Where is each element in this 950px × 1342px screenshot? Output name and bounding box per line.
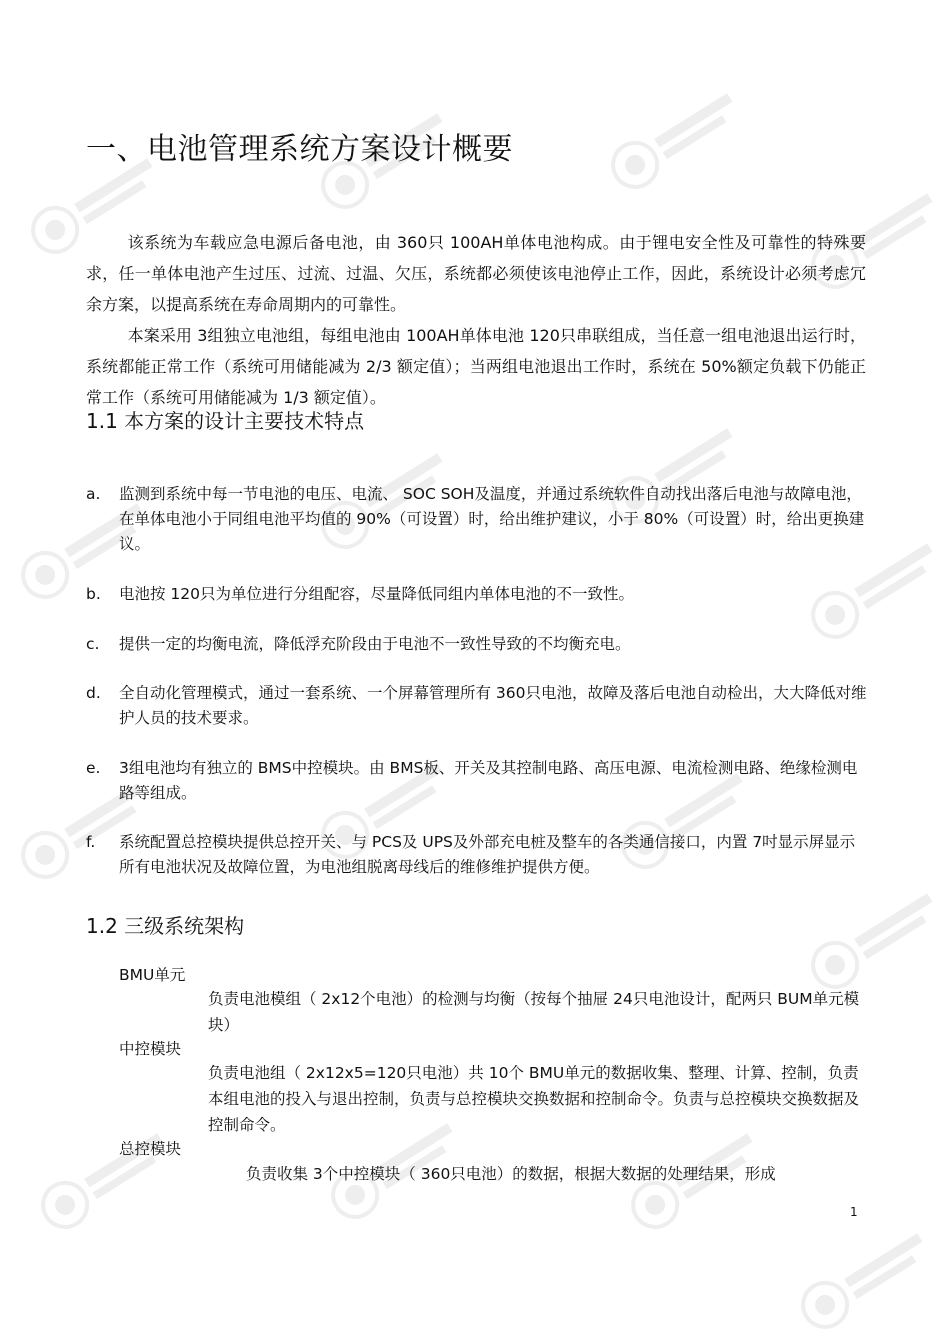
intro-paragraph-1: 该系统为车载应急电源后备电池，由 360只 100AH单体电池构成。由于锂电安全性及可靠性的特殊要求，任一单体电池产生过压、过流、过温、欠压，系统都必须使该电池停止工作，因此，系统设计必须考虑冗余方案，以提高系统在寿命周期内的可靠性。 <box>86 233 866 314</box>
feature-item-c <box>86 632 868 657</box>
list-item-text: 提供一定的均衡电流，降低浮充阶段由于电池不一致性导致的不均衡充电。 <box>119 635 631 653</box>
list-item-text: 系统配置总控模块提供总控开关、与 PCS及 UPS及外部充电桩及整车的各类通信接口，内置 7吋显示屏显示所有电池状况及故障位置，为电池组脱离母线后的维修维护提供方便。 <box>119 833 856 876</box>
list-item-text: 监测到系统中每一节电池的电压、电流、 SOC SOH及温度，并通过系统软件自动找出落后电池与故障电池，在单体电池小于同组电池平均值的 90%（可设置）时，给出维护建议，小于 80%（可设置）时，给出更换建议。 <box>119 485 865 553</box>
unit-label-bmu: BMU单元 <box>119 966 186 984</box>
list-marker: d. <box>86 684 101 702</box>
watermark-logo-icon <box>595 75 754 205</box>
section-1-2-title: 1.2 三级系统架构 <box>86 914 245 938</box>
feature-item-b <box>86 582 868 607</box>
unit-desc-bmu: 负责电池模组（ 2x12个电池）的检测与均衡（按每个抽屉 24只电池设计，配两只 BUM单元模块） <box>208 990 860 1034</box>
page-number: 1 <box>850 1205 858 1219</box>
feature-item-e <box>86 756 868 806</box>
unit-desc-central-control: 负责电池组（ 2x12x5=120只电池）共 10个 BMU单元的数据收集、整理、计算、控制，负责本组电池的投入与退出控制，负责与总控模块交换数据和控制命令。负责与总控模块交换数据及控制命令。 <box>208 1064 860 1134</box>
unit-label-master-control: 总控模块 <box>119 1140 182 1158</box>
unit-desc-master-control: 负责收集 3个中控模块（ 360只电池）的数据，根据大数据的处理结果，形成 <box>246 1165 776 1183</box>
page-title: 一、电池管理系统方案设计概要 <box>86 132 513 167</box>
list-item-text: 电池按 120只为单位进行分组配容，尽量降低同组内单体电池的不一致性。 <box>119 585 635 603</box>
list-marker: c. <box>86 635 100 653</box>
list-marker: e. <box>86 759 101 777</box>
list-marker: f. <box>86 833 96 851</box>
feature-item-d <box>86 681 868 731</box>
list-marker: b. <box>86 585 101 603</box>
section-1-1-title: 1.1 本方案的设计主要技术特点 <box>86 409 365 433</box>
feature-item-a <box>86 482 868 557</box>
unit-label-central-control: 中控模块 <box>119 1040 182 1058</box>
watermark-logo-icon <box>785 1215 944 1342</box>
feature-item-f <box>86 830 868 880</box>
intro-paragraph-2: 本案采用 3组独立电池组，每组电池由 100AH单体电池 120只串联组成，当任意一组电池退出运行时，系统都能正常工作（系统可用储能减为 2/3 额定值）；当两组电池退出工作时，系统在 50%额定负载下仍能正常工作（系统可用储能减为 1/3 额定值）。 <box>86 326 866 407</box>
list-marker: a. <box>86 485 101 503</box>
list-item-text: 3组电池均有独立的 BMS中控模块。由 BMS板、开关及其控制电路、高压电源、电流检测电路、绝缘检测电路等组成。 <box>119 759 858 802</box>
watermark-logo-icon <box>25 1115 184 1245</box>
list-item-text: 全自动化管理模式，通过一套系统、一个屏幕管理所有 360只电池，故障及落后电池自动检出，大大降低对维护人员的技术要求。 <box>119 684 867 727</box>
